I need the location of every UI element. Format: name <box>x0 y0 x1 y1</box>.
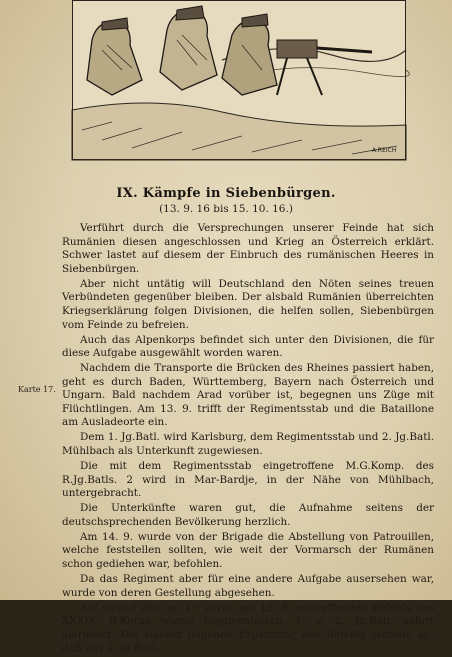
paragraph: Auf Grund des um 1¹⁵ vorm. am 15. 9. eintreffenden Befehls des XXXIX. R.Korps wurde Regimentsstab, 1. u. 2. Jg.Batl. sofort alarmiert. Die alsbald folgende Ergänzung des Befehls ordnete an, daß das 1. Jg.Batl. <box>62 601 434 655</box>
paragraph: Die Unterkünfte waren gut, die Aufnahme seitens der deutschsprechenden Bevölkerung herzlich. <box>62 502 434 528</box>
paragraph: Dem 1. Jg.Batl. wird Karlsburg, dem Regimentsstab und 2. Jg.Batl. Mühlbach als Unterkunft zugewiesen. <box>62 431 434 458</box>
soldiers-illustration <box>72 0 406 160</box>
chapter-body <box>62 222 434 657</box>
chapter-title: IX. Kämpfe in Siebenbürgen. <box>116 186 336 201</box>
paragraph: Am 14. 9. wurde von der Brigade die Abstellung von Patrouillen, welche feststellen sollten, wie weit der Vormarsch der Rumänen schon gediehen war, befohlen. <box>62 530 434 570</box>
margin-map-reference: Karte 17. <box>18 385 56 394</box>
artist-signature: A.REICH <box>372 147 397 154</box>
paragraph: Verführt durch die Versprechungen unserer Feinde hat sich Rumänien diesen angeschlossen und Krieg an Österreich erklärt. Schwer lastet auf diesem der Einbruch des rumänischen Heeres in Siebenbürgen. <box>62 222 434 275</box>
paragraph: Da das Regiment aber für eine andere Aufgabe ausersehen war, wurde von deren Gestellung abgesehen. <box>62 572 434 599</box>
paragraph: Auch das Alpenkorps befindet sich unter den Divisionen, die für diese Aufgabe ausgewählt worden waren. <box>62 333 434 360</box>
paragraph: Aber nicht untätig will Deutschland den Nöten seines treuen Verbündeten gegenüber bleiben. Der alsbald Rumänien überreichten Kriegserklärung folgen Divisionen, die helfen sollen, Siebenbürgen vom Feinde zu befreien. <box>62 277 434 331</box>
chapter-dates: (13. 9. 16 bis 15. 10. 16.) <box>159 203 293 215</box>
paragraph: Nachdem die Transporte die Brücken des Rheines passiert haben, geht es durch Baden, Württemberg, Bayern nach Österreich und Ungarn. Bald nachdem Arad vorüber ist, begegnen uns Züge mit Flüchtlingen. Am 13. 9. trifft der Regimentsstab und die Bataillone am Ausladeorte ein. <box>62 362 434 429</box>
paragraph: Die mit dem Regimentsstab eingetroffene M.G.Komp. des R.Jg.Batls. 2 wird in Mar-Bardje, in der Nähe von Mühlbach, untergebracht. <box>62 460 434 500</box>
